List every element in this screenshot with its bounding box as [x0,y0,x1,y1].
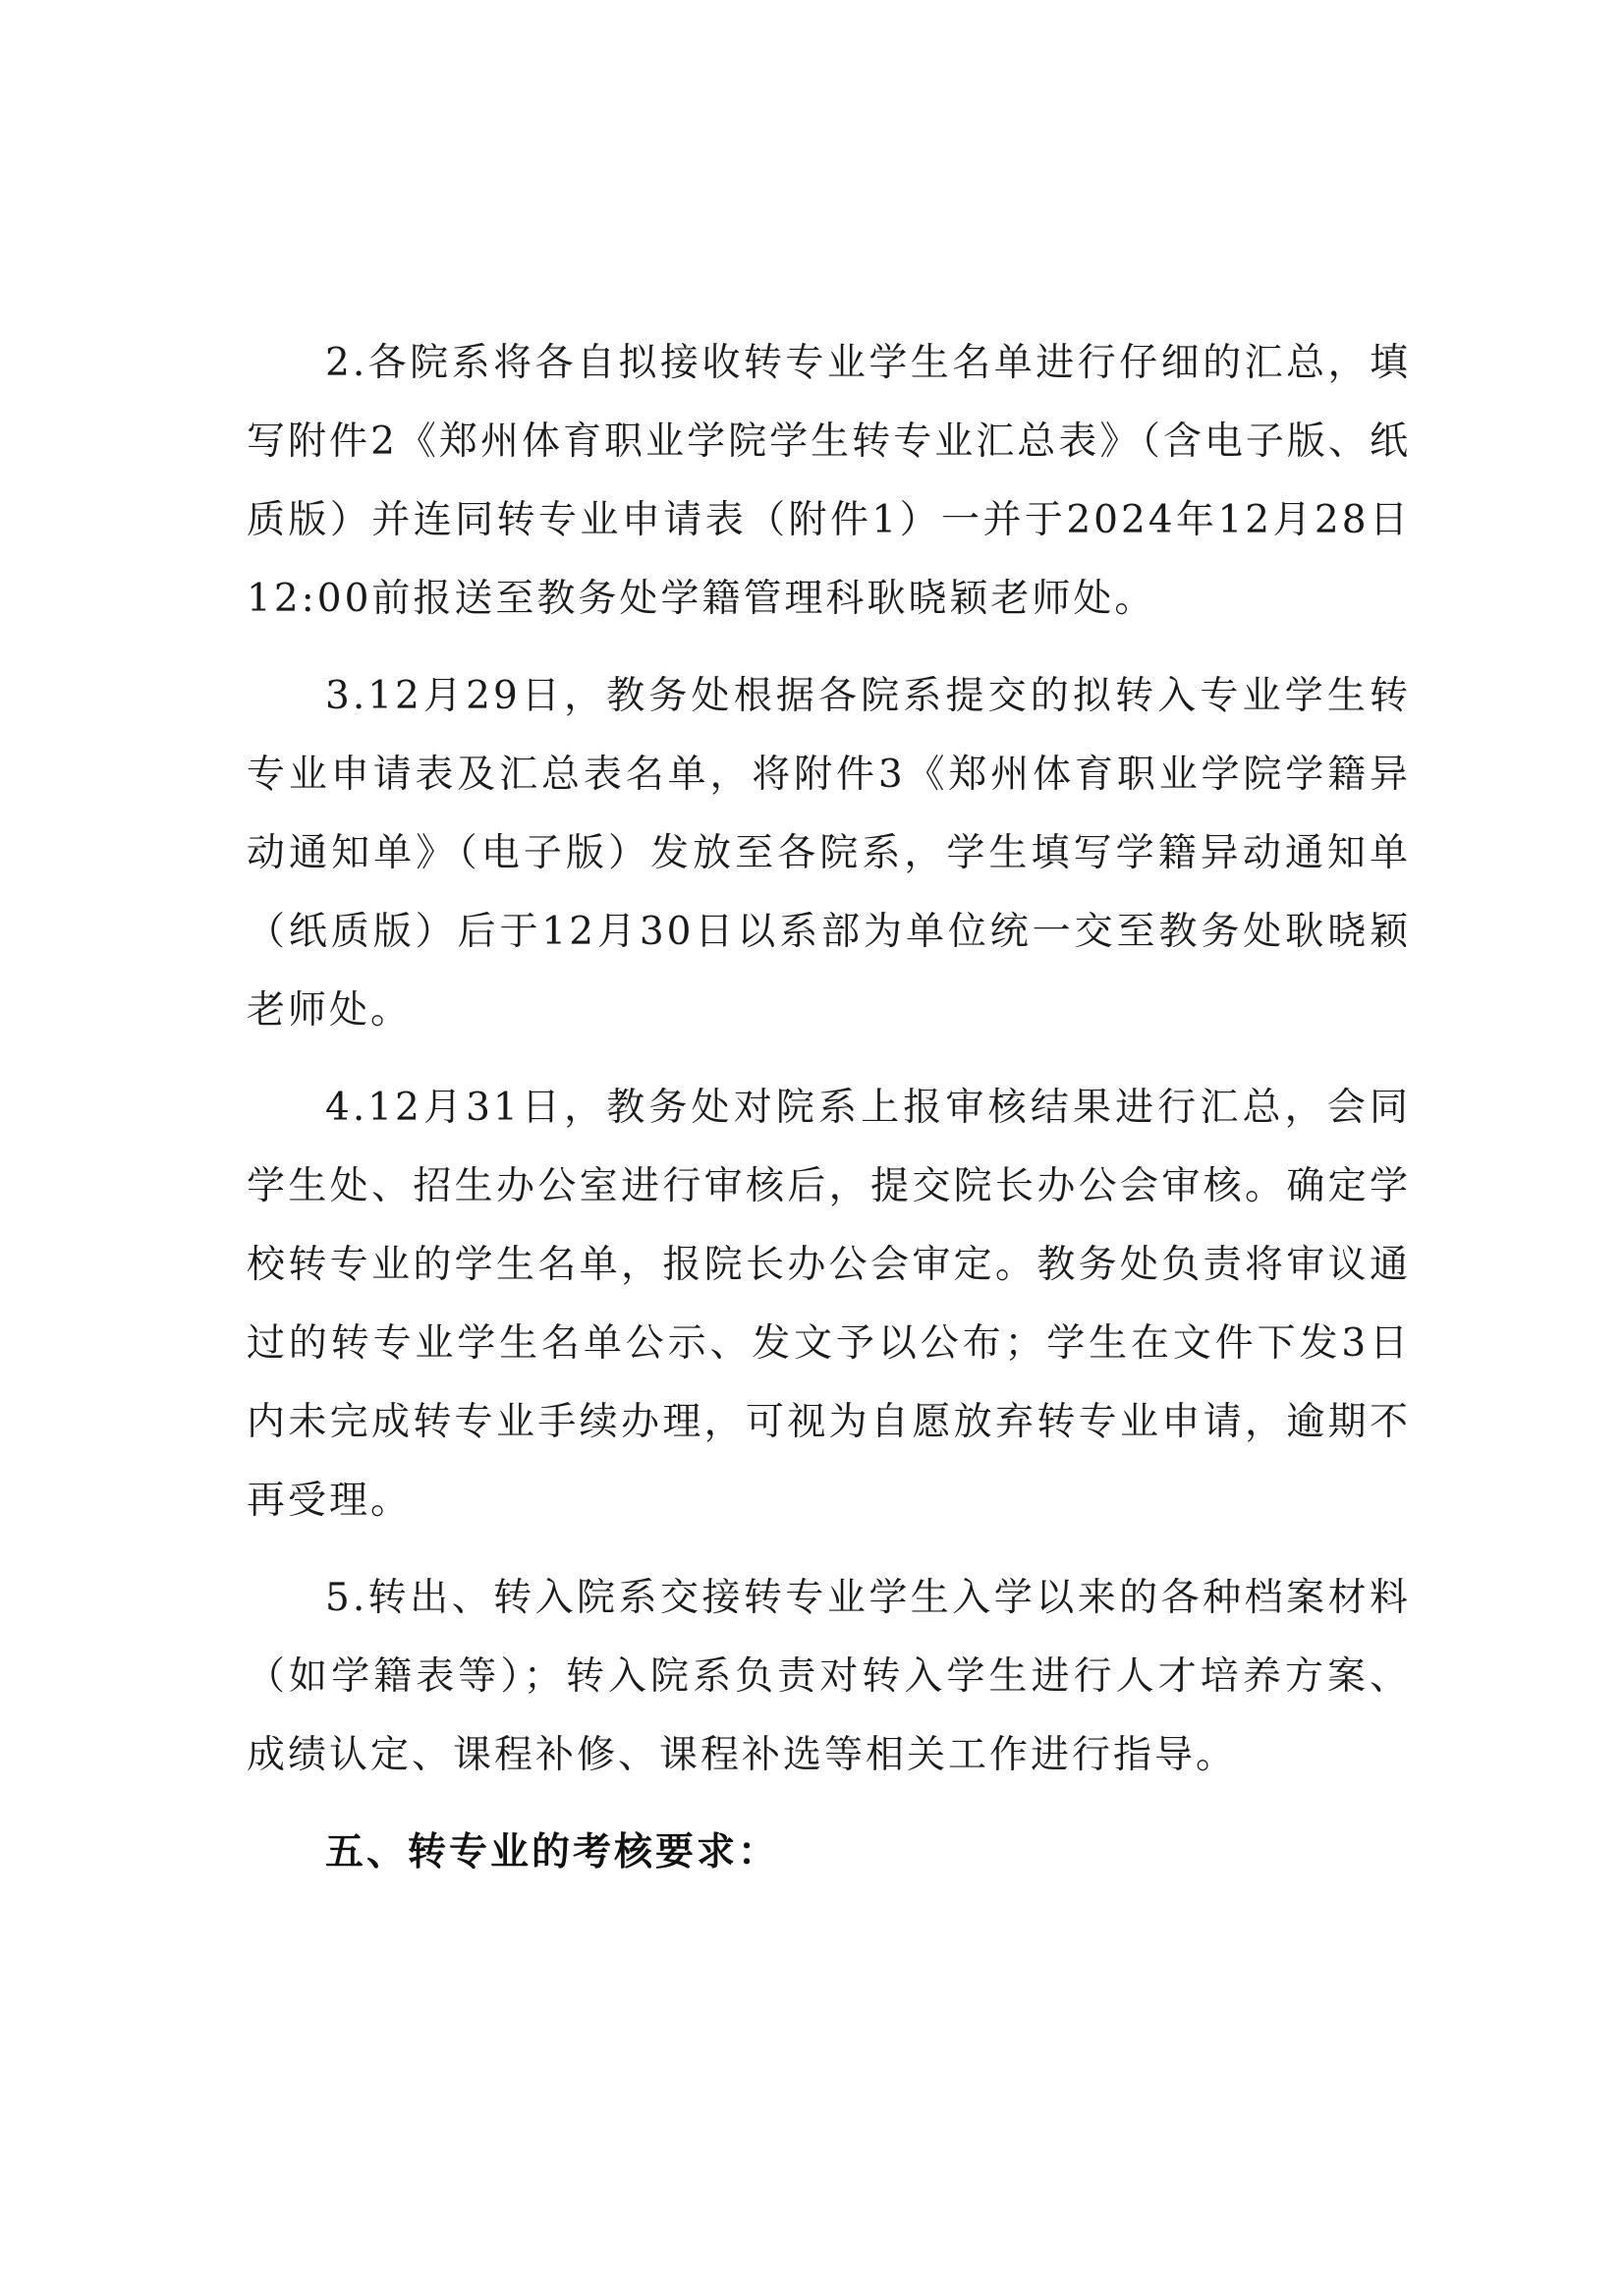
paragraph-item-5: 5.转出、转入院系交接转专业学生入学以来的各种档案材料（如学籍表等）；转入院系负责对转入学生进行人才培养方案、成绩认定、课程补修、课程补选等相关工作进行指导。 [247,1576,1411,1777]
document-body [247,324,1411,1892]
paragraph-item-2: 2.各院系将各自拟接收转专业学生名单进行仔细的汇总，填写附件2《郑州体育职业学院学生转专业汇总表》（含电子版、纸质版）并连同转专业申请表（附件1）一并于2024年12月28日12:00前报送至教务处学籍管理科耿晓颖老师处。 [247,341,1411,621]
section-heading-5: 五、转专业的考核要求： [325,1830,780,1875]
paragraph-item-3: 3.12月29日，教务处根据各院系提交的拟转入专业学生转专业申请表及汇总表名单，将附件3《郑州体育职业学院学籍异动通知单》（电子版）发放至各院系，学生填写学籍异动通知单（纸质版）后于12月30日以系部为单位统一交至教务处耿晓颖老师处。 [247,674,1411,1033]
paragraph-item-4: 4.12月31日，教务处对院系上报审核结果进行汇总，会同学生处、招生办公室进行审核后，提交院长办公会审核。确定学校转专业的学生名单，报院长办公会审定。教务处负责将审议通过的转专业学生名单公示、发文予以公布；学生在文件下发3日内未完成转专业手续办理，可视为自愿放弃转专业申请，逾期不再受理。 [247,1086,1411,1523]
